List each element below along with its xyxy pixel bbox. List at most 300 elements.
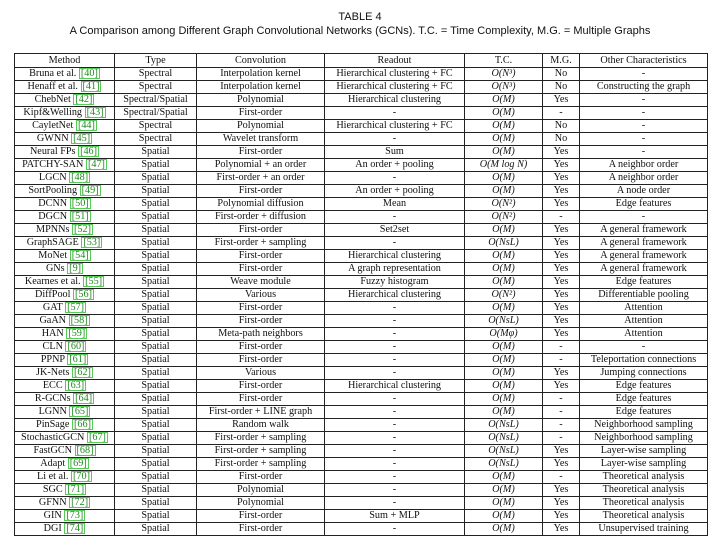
citation-link[interactable]: [44] (77, 120, 95, 131)
cell-other: - (580, 133, 708, 146)
method-name: GNs (45, 263, 65, 274)
cell-other: Neighborhood sampling (580, 432, 708, 445)
cell-other: Edge features (580, 276, 708, 289)
method-name: GAT (42, 302, 63, 313)
cell-multiple-graphs: Yes (543, 198, 580, 211)
cell-readout: - (325, 471, 465, 484)
cell-convolution: First-order (197, 315, 325, 328)
cell-convolution: First-order (197, 380, 325, 393)
citation-link[interactable]: [58] (70, 315, 88, 326)
citation-link[interactable]: [46] (80, 146, 98, 157)
gcn-comparison-table (14, 53, 708, 536)
cell-time-complexity: O(M) (465, 224, 543, 237)
table-row (15, 484, 708, 497)
cell-method (15, 224, 115, 237)
cell-method (15, 523, 115, 536)
cell-type: Spatial (115, 198, 197, 211)
citation-link[interactable]: [52] (73, 224, 91, 235)
cell-time-complexity: O(M) (465, 120, 543, 133)
table-row (15, 198, 708, 211)
table-row (15, 276, 708, 289)
method-name: GWNN (36, 133, 69, 144)
cell-readout: - (325, 393, 465, 406)
cell-multiple-graphs: - (543, 211, 580, 224)
cell-multiple-graphs: - (543, 341, 580, 354)
method-name: PinSage (36, 419, 70, 430)
table-row (15, 432, 708, 445)
cell-time-complexity: O(M) (465, 406, 543, 419)
cell-type: Spatial (115, 354, 197, 367)
cell-convolution: First-order (197, 341, 325, 354)
cell-time-complexity: O(M) (465, 497, 543, 510)
cell-other: - (580, 107, 708, 120)
cell-time-complexity: O(M) (465, 354, 543, 367)
cell-other: A general framework (580, 263, 708, 276)
col-header-readout: Readout (325, 54, 465, 68)
method-name: HAN (41, 328, 64, 339)
cell-time-complexity: O(M) (465, 393, 543, 406)
cell-multiple-graphs: Yes (543, 250, 580, 263)
citation-link[interactable]: [59] (68, 328, 86, 339)
cell-readout: - (325, 315, 465, 328)
citation-link[interactable]: [47] (87, 159, 105, 170)
cell-type: Spatial (115, 302, 197, 315)
citation-link[interactable]: [73] (66, 510, 84, 521)
cell-method (15, 367, 115, 380)
citation-link[interactable]: [54] (71, 250, 89, 261)
cell-convolution: First-order (197, 393, 325, 406)
cell-readout: Hierarchical clustering (325, 289, 465, 302)
cell-other: Unsupervised training (580, 523, 708, 536)
method-name: DGCN (38, 211, 68, 222)
cell-convolution: First-order (197, 354, 325, 367)
cell-method (15, 120, 115, 133)
cell-type: Spatial (115, 315, 197, 328)
table-row (15, 224, 708, 237)
cell-time-complexity: O(M) (465, 276, 543, 289)
cell-method (15, 471, 115, 484)
cell-other: - (580, 341, 708, 354)
table-row (15, 172, 708, 185)
cell-readout: Sum + MLP (325, 510, 465, 523)
method-name: Henaff et al. (27, 81, 78, 92)
cell-multiple-graphs: - (543, 393, 580, 406)
cell-time-complexity: O(Mφ) (465, 328, 543, 341)
method-name: GraphSAGE (26, 237, 79, 248)
cell-method (15, 198, 115, 211)
cell-convolution: First-order (197, 185, 325, 198)
table-row (15, 133, 708, 146)
cell-readout: An order + pooling (325, 159, 465, 172)
method-name: ChebNet (34, 94, 71, 105)
cell-time-complexity: O(M) (465, 380, 543, 393)
cell-multiple-graphs: Yes (543, 146, 580, 159)
cell-multiple-graphs: Yes (543, 497, 580, 510)
cell-type: Spectral/Spatial (115, 107, 197, 120)
cell-type: Spatial (115, 289, 197, 302)
citation-link[interactable]: [42] (75, 94, 93, 105)
citation-link[interactable]: [74] (66, 523, 84, 534)
cell-other: - (580, 120, 708, 133)
cell-other: - (580, 94, 708, 107)
citation-link[interactable]: [40] (80, 68, 98, 79)
cell-convolution: Interpolation kernel (197, 81, 325, 94)
cell-type: Spatial (115, 380, 197, 393)
cell-multiple-graphs: Yes (543, 289, 580, 302)
citation-link[interactable]: [56] (75, 289, 92, 300)
citation-link[interactable]: [51] (71, 211, 89, 222)
table-row (15, 107, 708, 120)
cell-other: Layer-wise sampling (580, 458, 708, 471)
col-header-type: Type (115, 54, 197, 68)
cell-type: Spatial (115, 471, 197, 484)
cell-other: Theoretical analysis (580, 484, 708, 497)
cell-type: Spatial (115, 445, 197, 458)
cell-method (15, 315, 115, 328)
cell-convolution: First-order + sampling (197, 237, 325, 250)
method-name: R-GCNs (34, 393, 71, 404)
cell-readout: Hierarchical clustering + FC (325, 68, 465, 81)
cell-time-complexity: O(M) (465, 523, 543, 536)
cell-type: Spatial (115, 367, 197, 380)
cell-convolution: Wavelet transform (197, 133, 325, 146)
cell-multiple-graphs: Yes (543, 94, 580, 107)
table-caption: A Comparison among Different Graph Convolutional Networks (GCNs). T.C. = Time Complexity, M.G. = Multiple Graphs (69, 25, 651, 37)
cell-multiple-graphs: No (543, 120, 580, 133)
cell-multiple-graphs: Yes (543, 302, 580, 315)
citation-link[interactable]: [64] (75, 393, 93, 404)
cell-readout: An order + pooling (325, 185, 465, 198)
cell-convolution: First-order (197, 471, 325, 484)
cell-method (15, 341, 115, 354)
cell-method (15, 276, 115, 289)
citation-link[interactable]: [45] (73, 133, 91, 144)
cell-convolution: Meta-path neighbors (197, 328, 325, 341)
cell-readout: - (325, 523, 465, 536)
cell-time-complexity: O(NsL) (465, 458, 543, 471)
col-header-method: Method (15, 54, 115, 68)
citation-link[interactable]: [61] (69, 354, 87, 365)
table-row (15, 250, 708, 263)
cell-multiple-graphs: - (543, 419, 580, 432)
table-row (15, 263, 708, 276)
citation-link[interactable]: [41] (82, 81, 100, 92)
citation-link[interactable]: [63] (67, 380, 85, 391)
citation-link[interactable]: [65] (71, 406, 89, 417)
cell-other: Edge features (580, 393, 708, 406)
cell-type: Spectral/Spatial (115, 94, 197, 107)
cell-type: Spectral (115, 81, 197, 94)
cell-other: Edge features (580, 198, 708, 211)
method-name: Kipf&Welling (23, 107, 83, 118)
citation-link[interactable]: [69] (69, 458, 87, 469)
cell-time-complexity: O(M) (465, 107, 543, 120)
citation-link[interactable]: [9] (69, 263, 82, 274)
cell-method (15, 419, 115, 432)
cell-convolution: Polynomial (197, 94, 325, 107)
cell-convolution: Weave module (197, 276, 325, 289)
cell-time-complexity: O(N²) (465, 198, 543, 211)
cell-type: Spatial (115, 432, 197, 445)
table-row (15, 406, 708, 419)
citation-link[interactable]: [57] (67, 302, 85, 313)
cell-convolution: First-order + an order (197, 172, 325, 185)
citation-link[interactable]: [66] (73, 419, 91, 430)
cell-method (15, 458, 115, 471)
cell-readout: Set2set (325, 224, 465, 237)
col-header-convolution: Convolution (197, 54, 325, 68)
cell-convolution: Polynomial (197, 484, 325, 497)
cell-method (15, 380, 115, 393)
cell-other: Layer-wise sampling (580, 445, 708, 458)
cell-convolution: First-order (197, 510, 325, 523)
method-name: DGI (43, 523, 62, 534)
table-row (15, 497, 708, 510)
cell-convolution: Polynomial diffusion (197, 198, 325, 211)
citation-link[interactable]: [71] (67, 484, 85, 495)
cell-multiple-graphs: Yes (543, 315, 580, 328)
cell-time-complexity: O(M) (465, 94, 543, 107)
table-number: TABLE 4 (338, 11, 382, 23)
table-row (15, 81, 708, 94)
cell-type: Spatial (115, 224, 197, 237)
cell-method (15, 133, 115, 146)
cell-convolution: Polynomial (197, 120, 325, 133)
method-name: FastGCN (33, 445, 72, 456)
cell-time-complexity: O(M) (465, 484, 543, 497)
cell-readout: Hierarchical clustering (325, 380, 465, 393)
cell-readout: - (325, 497, 465, 510)
cell-other: Attention (580, 315, 708, 328)
cell-multiple-graphs: - (543, 354, 580, 367)
cell-other: A general framework (580, 250, 708, 263)
method-name: PPNP (40, 354, 65, 365)
cell-method (15, 237, 115, 250)
cell-other: A general framework (580, 237, 708, 250)
method-name: LGCN (38, 172, 67, 183)
method-name: GIN (43, 510, 62, 521)
citation-link[interactable]: [72] (71, 497, 89, 508)
cell-readout: Mean (325, 198, 465, 211)
table-row (15, 458, 708, 471)
cell-multiple-graphs: Yes (543, 328, 580, 341)
table-row (15, 367, 708, 380)
method-name: Li et al. (37, 471, 69, 482)
cell-time-complexity: O(N³) (465, 81, 543, 94)
citation-link[interactable]: [53] (83, 237, 101, 248)
cell-time-complexity: O(M) (465, 185, 543, 198)
cell-readout: - (325, 484, 465, 497)
cell-convolution: First-order (197, 250, 325, 263)
col-header-multiple-graphs: M.G. (543, 54, 580, 68)
cell-type: Spatial (115, 263, 197, 276)
cell-method (15, 497, 115, 510)
cell-other: Neighborhood sampling (580, 419, 708, 432)
cell-method (15, 211, 115, 224)
cell-other: A general framework (580, 224, 708, 237)
cell-method (15, 250, 115, 263)
cell-multiple-graphs: Yes (543, 276, 580, 289)
table-row (15, 211, 708, 224)
cell-readout: - (325, 133, 465, 146)
cell-time-complexity: O(M) (465, 133, 543, 146)
cell-multiple-graphs: Yes (543, 185, 580, 198)
table-row (15, 315, 708, 328)
cell-method (15, 510, 115, 523)
table-row (15, 393, 708, 406)
cell-readout: - (325, 354, 465, 367)
cell-other: A neighbor order (580, 159, 708, 172)
cell-readout: Sum (325, 146, 465, 159)
cell-type: Spatial (115, 185, 197, 198)
table-row (15, 237, 708, 250)
cell-method (15, 172, 115, 185)
cell-time-complexity: O(NsL) (465, 315, 543, 328)
cell-method (15, 159, 115, 172)
citation-link[interactable]: [43] (86, 107, 104, 118)
cell-type: Spatial (115, 419, 197, 432)
cell-time-complexity: O(M) (465, 367, 543, 380)
cell-type: Spatial (115, 393, 197, 406)
cell-type: Spatial (115, 523, 197, 536)
citation-link[interactable]: [49] (81, 185, 99, 196)
cell-other: Theoretical analysis (580, 497, 708, 510)
header-row (15, 54, 708, 68)
method-name: LGNN (38, 406, 67, 417)
cell-method (15, 146, 115, 159)
cell-multiple-graphs: - (543, 471, 580, 484)
cell-multiple-graphs: Yes (543, 172, 580, 185)
cell-method (15, 302, 115, 315)
cell-time-complexity: O(M) (465, 263, 543, 276)
cell-convolution: Interpolation kernel (197, 68, 325, 81)
cell-multiple-graphs: - (543, 406, 580, 419)
citation-link[interactable]: [67] (88, 432, 106, 443)
cell-type: Spatial (115, 159, 197, 172)
cell-other: Edge features (580, 406, 708, 419)
cell-type: Spatial (115, 250, 197, 263)
cell-convolution: Various (197, 367, 325, 380)
table-row (15, 471, 708, 484)
cell-convolution: Various (197, 289, 325, 302)
method-name: DCNN (38, 198, 68, 209)
cell-type: Spatial (115, 237, 197, 250)
cell-convolution: First-order (197, 107, 325, 120)
cell-time-complexity: O(NsL) (465, 445, 543, 458)
cell-multiple-graphs: Yes (543, 380, 580, 393)
cell-type: Spatial (115, 458, 197, 471)
cell-multiple-graphs: Yes (543, 224, 580, 237)
table-row (15, 445, 708, 458)
cell-method (15, 263, 115, 276)
cell-readout: Fuzzy histogram (325, 276, 465, 289)
cell-readout: - (325, 432, 465, 445)
cell-convolution: Random walk (197, 419, 325, 432)
method-name: PATCHY-SAN (22, 159, 84, 170)
cell-type: Spatial (115, 211, 197, 224)
cell-multiple-graphs: Yes (543, 445, 580, 458)
cell-readout: - (325, 458, 465, 471)
method-name: ECC (42, 380, 63, 391)
cell-readout: - (325, 406, 465, 419)
cell-type: Spatial (115, 146, 197, 159)
citation-link[interactable]: [50] (71, 198, 89, 209)
cell-other: Jumping connections (580, 367, 708, 380)
cell-convolution: First-order (197, 263, 325, 276)
citation-link[interactable]: [68] (76, 445, 94, 456)
cell-type: Spatial (115, 484, 197, 497)
cell-other: Differentiable pooling (580, 289, 708, 302)
cell-readout: - (325, 367, 465, 380)
cell-type: Spatial (115, 328, 197, 341)
method-name: StochasticGCN (21, 432, 85, 443)
cell-convolution: First-order (197, 224, 325, 237)
cell-time-complexity: O(NsL) (465, 237, 543, 250)
cell-multiple-graphs: Yes (543, 510, 580, 523)
citation-link[interactable]: [70] (72, 471, 90, 482)
col-header-time-complexity: T.C. (465, 54, 543, 68)
cell-method (15, 81, 115, 94)
cell-multiple-graphs: Yes (543, 484, 580, 497)
table-row (15, 120, 708, 133)
cell-multiple-graphs: Yes (543, 458, 580, 471)
citation-link[interactable]: [60] (67, 341, 85, 352)
cell-type: Spatial (115, 406, 197, 419)
cell-readout: - (325, 172, 465, 185)
cell-readout: Hierarchical clustering (325, 94, 465, 107)
table-row (15, 159, 708, 172)
cell-other: - (580, 211, 708, 224)
cell-convolution: First-order + sampling (197, 458, 325, 471)
cell-convolution: First-order (197, 146, 325, 159)
cell-readout: Hierarchical clustering (325, 250, 465, 263)
cell-readout: A graph representation (325, 263, 465, 276)
method-name: DiffPool (34, 289, 71, 300)
table-row (15, 289, 708, 302)
cell-convolution: First-order (197, 302, 325, 315)
cell-time-complexity: O(N³) (465, 68, 543, 81)
citation-link[interactable]: [48] (71, 172, 89, 183)
method-name: Neural FPs (29, 146, 76, 157)
table-row (15, 94, 708, 107)
cell-other: - (580, 146, 708, 159)
table-row (15, 354, 708, 367)
cell-other: Attention (580, 302, 708, 315)
cell-type: Spatial (115, 497, 197, 510)
cell-readout: - (325, 237, 465, 250)
cell-method (15, 94, 115, 107)
cell-method (15, 484, 115, 497)
cell-convolution: First-order + sampling (197, 432, 325, 445)
cell-method (15, 406, 115, 419)
table-row (15, 523, 708, 536)
cell-readout: - (325, 211, 465, 224)
method-name: Kearnes et al. (24, 276, 81, 287)
cell-time-complexity: O(M) (465, 302, 543, 315)
table-row (15, 380, 708, 393)
citation-link[interactable]: [62] (73, 367, 91, 378)
method-name: Bruna et al. (29, 68, 77, 79)
cell-type: Spatial (115, 510, 197, 523)
cell-other: Teleportation connections (580, 354, 708, 367)
cell-readout: Hierarchical clustering + FC (325, 120, 465, 133)
cell-other: Theoretical analysis (580, 510, 708, 523)
citation-link[interactable]: [55] (85, 276, 103, 287)
cell-readout: - (325, 445, 465, 458)
cell-multiple-graphs: Yes (543, 237, 580, 250)
cell-readout: - (325, 419, 465, 432)
cell-type: Spatial (115, 341, 197, 354)
